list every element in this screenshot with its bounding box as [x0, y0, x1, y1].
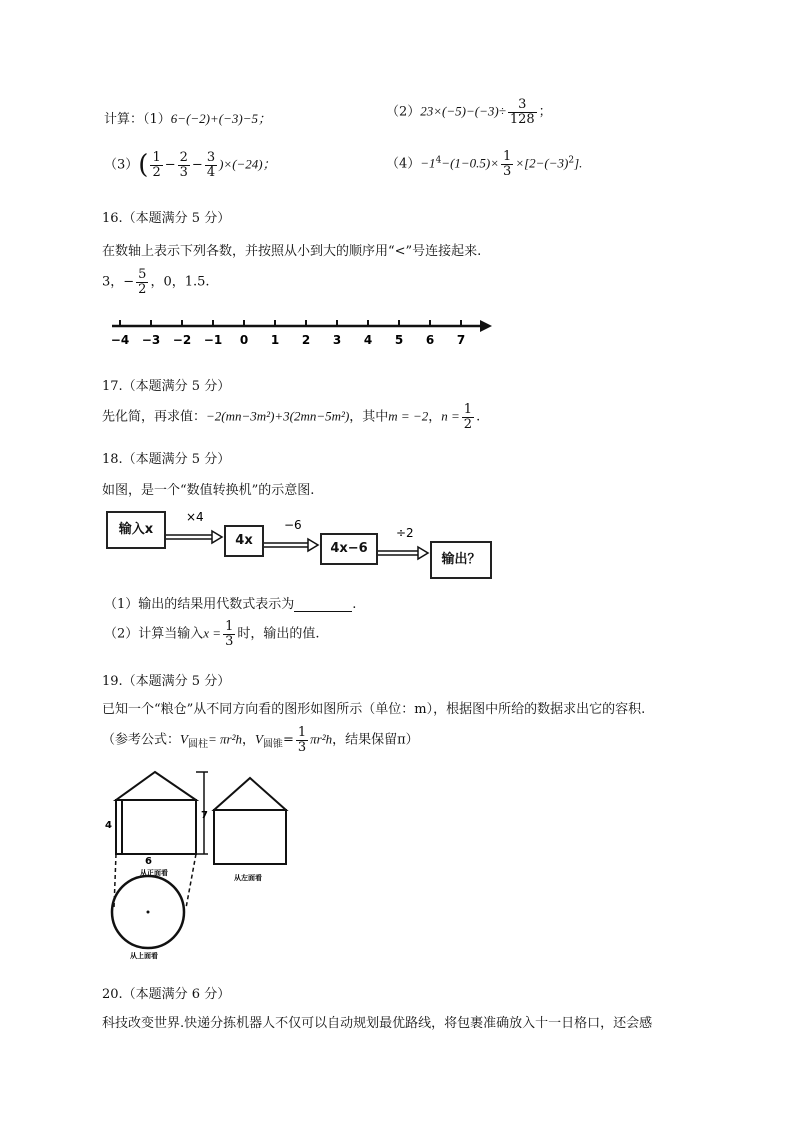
tick-label: 4	[363, 333, 373, 347]
q20-heading: 20.（本题满分 6 分）	[102, 987, 231, 1002]
q15-prefix: 计算：	[104, 112, 144, 127]
tick-label: 2	[301, 333, 311, 347]
left-view	[214, 778, 286, 882]
q19-formula: （参考公式：$V_{圆柱}= \pi r^2h$，$V_{圆锥}=$ $\frac{1}{3}$ πr²h，结果保留π）	[102, 725, 419, 755]
tick-label: 0	[239, 333, 249, 347]
q15-p1-expr: 6−(−2)+(−3)−5；	[170, 111, 271, 126]
front-view-label: 从正面看	[140, 869, 168, 877]
q15-p4: $(4)-1^4-(1-0.5)\times$ $\frac{1}{3}$ $\times[2-(-3)^2]$.	[386, 149, 583, 179]
conversion-machine	[104, 503, 496, 583]
q16-heading: 16.（本题满分 5 分）	[102, 211, 231, 226]
dim-width-label: 6	[145, 856, 152, 867]
q20-text: 科技改变世界.快递分拣机器人不仅可以自动规划最优路线，将包裹准确放入十一日格口，还会感	[102, 1016, 653, 1031]
tick-label: 6	[425, 333, 435, 347]
number-line-arrow	[480, 320, 492, 332]
machine-arrow3	[418, 547, 428, 559]
granary-views-figure	[100, 768, 300, 960]
q15-p1-label: （1）	[143, 112, 171, 127]
q18-heading: 18.（本题满分 5 分）	[102, 452, 231, 467]
tick-label: −3	[141, 333, 161, 347]
q18-sub1: （1）输出的结果用代数式表示为 .	[104, 597, 357, 612]
tick-label: −4	[110, 333, 130, 347]
q15-line1	[104, 108, 271, 127]
dim-height-label: 4	[105, 820, 112, 831]
tick-label: 5	[394, 333, 404, 347]
machine-arrow2	[308, 539, 318, 551]
tick-label: 1	[270, 333, 280, 347]
front-view	[105, 772, 196, 877]
machine-output-box: 输出？	[430, 541, 492, 579]
q18-text: 如图，是一个“数值转换机”的示意图.	[102, 483, 315, 498]
tick-label: 3	[332, 333, 342, 347]
q17-heading: 17.（本题满分 5 分）	[102, 379, 231, 394]
q15-p2: （2）23×(−5)−(−3)÷ $\frac{3}{128}$ ；	[386, 97, 552, 127]
q17-text: 先化简，再求值：−2(mn−3m²)+3(2mn−5m²)，其中m = −2，n = $\frac{1}{2}$ .	[102, 402, 481, 432]
machine-input-box: 输入x	[106, 511, 166, 549]
number-line	[108, 312, 498, 364]
tick-label: −1	[203, 333, 223, 347]
q15-p3: （3）( $\frac{1}{2}$ − $\frac{2}{3}$ − $\frac{3}{4}$ )×(−24)；	[104, 149, 276, 180]
top-view	[112, 876, 184, 960]
q15-p2-frac: $\frac{3}{128}$	[509, 97, 535, 127]
machine-arrow1	[212, 531, 222, 543]
machine-op3: ÷2	[396, 526, 414, 540]
q16-text: 在数轴上表示下列各数，并按照从小到大的顺序用“<”号连接起来.	[102, 244, 482, 259]
machine-op2: −6	[284, 518, 302, 532]
tick-label: −2	[172, 333, 192, 347]
dim-total-label: 7	[201, 810, 208, 821]
q19-text: 已知一个“粮仓”从不同方向看的图形如图所示（单位：m），根据图中所给的数据求出它的容积.	[102, 702, 646, 717]
tick-label: 7	[456, 333, 466, 347]
machine-op1: ×4	[186, 510, 204, 524]
machine-box2: 4x	[224, 525, 264, 557]
machine-box3: 4x−6	[320, 533, 378, 565]
q18-sub2: （2）计算当输入x = $\frac{1}{3}$ 时，输出的值.	[104, 619, 320, 649]
left-view-label: 从左面看	[234, 874, 262, 882]
q19-heading: 19.（本题满分 5 分）	[102, 674, 231, 689]
top-view-label: 从上面看	[130, 952, 158, 960]
answer-blank[interactable]	[294, 599, 352, 612]
q16-numbers: 3，− $\frac{5}{2}$ ，0，1.5.	[102, 267, 210, 297]
